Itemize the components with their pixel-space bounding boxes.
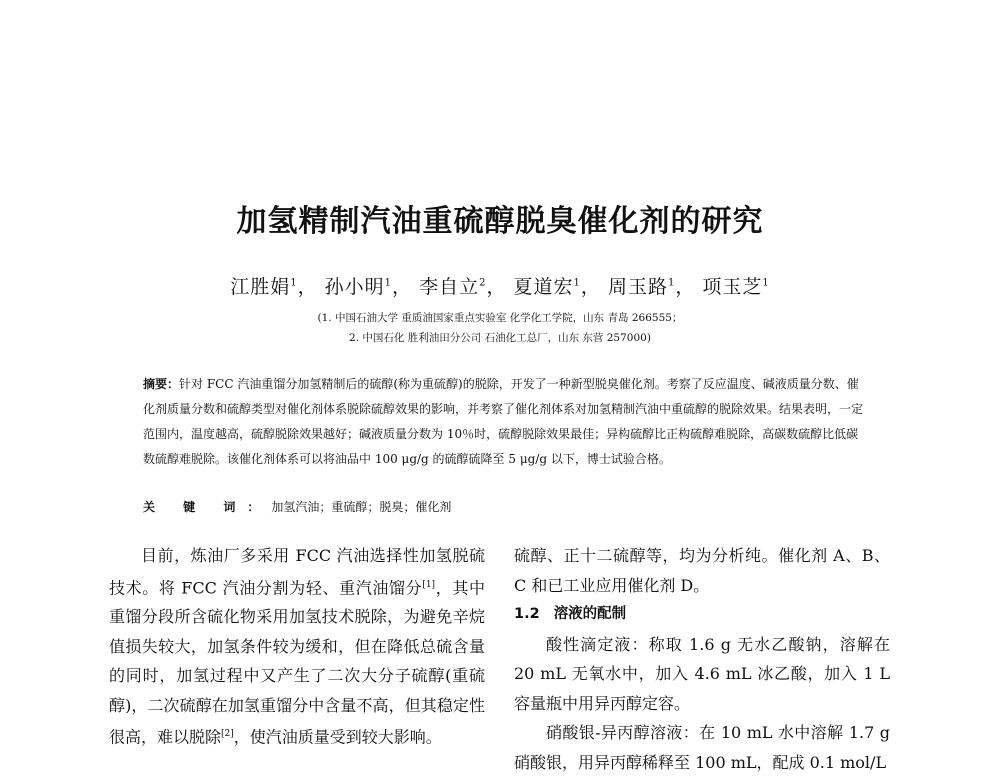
section-heading: 1.2 溶液的配制 (514, 606, 627, 622)
affiliation-2: 2. 中国石化 胜利油田分公司 石油化工总厂，山东 东营 257000) (349, 332, 651, 344)
body-paragraph: 硝酸银-异丙醇溶液：在 10 mL 水中溶解 1.7 g 硝酸银，用异丙醇稀释至 100 mL，配成 0.1 mol/L (514, 723, 890, 772)
citation-1: [1] (422, 579, 436, 590)
author: 江胜娟$^1$ (230, 276, 298, 298)
body-column-right (514, 541, 890, 777)
body-paragraph: 目前，炼油厂多采用 FCC 汽油选择性加氢脱硫技术。将 FCC 汽油分割为轻、重汽油馏分[1]，其中重馏分段所含硫化物采用加氢技术脱除，为避免辛烷值损失较大，加氢条件较为缓和，但在降低总硫含量的同时，加氢过程中又产生了二次大分子硫醇(重硫醇)，二次硫醇在加氢重馏分中含量不高，但其稳定性很高，难以脱除[2]，使汽油质量受到较大影响。 (109, 546, 485, 747)
keywords-text: 加氢汽油；重硫醇；脱臭；催化剂 (271, 500, 452, 514)
body-paragraph: 硫醇、正十二硫醇等，均为分析纯。催化剂 A、B、C 和已工业应用催化剂 D。 (514, 546, 890, 595)
author: 孙小明$^1$ (324, 276, 393, 298)
abstract (143, 372, 863, 472)
abstract-label: 摘要： (143, 377, 180, 391)
body-paragraph: 酸性滴定液：称取 1.6 g 无水乙酸钠，溶解在 20 mL 无氧水中，加入 4.6 mL 冰乙酸，加入 1 L 容量瓶中用异丙醇定容。 (514, 634, 890, 713)
body-column-left (109, 541, 485, 752)
author: 夏道宏$^1$ (513, 276, 581, 298)
citation-2: [2] (221, 729, 234, 740)
author: 周玉路$^1$ (607, 276, 676, 298)
abstract-text: 针对 FCC 汽油重馏分加氢精制后的硫醇(称为重硫醇)的脱除，开发了一种新型脱臭催化剂。考察了反应温度、碱液质量分数、催化剂质量分数和硫醇类型对催化剂体系脱除硫醇效果的影响，并考察了催化剂体系对加氢精制汽油中重硫醇的脱除效果。结果表明，一定范围内，温度越高，硫醇脱除效果越好；碱液质量分数为 10％时，硫醇脱除效果最佳；异构硫醇比正构硫醇难脱除，高碳数硫醇比低碳数硫醇难脱除。该催化剂体系可以将油品中 100 μg/g 的硫醇硫降至 5 μg/g 以下，博士试验合格。 (143, 377, 864, 466)
author-line: 江胜娟$^1$， 孙小明$^1$， 李自立$^2$， 夏道宏$^1$， 周玉路$^1$， 项玉芝$^1$ (230, 276, 770, 298)
affiliation-1: (1. 中国石油大学 重质油国家重点实验室 化学化工学院，山东 青岛 266555； (317, 312, 683, 324)
author: 李自立$^2$ (419, 276, 487, 298)
author: 项玉芝$^1$ (702, 276, 770, 298)
paper-title: 加氢精制汽油重硫醇脱臭催化剂的研究 (236, 204, 764, 239)
keywords (143, 497, 863, 517)
keywords-label: 关 键 词： (143, 500, 272, 514)
